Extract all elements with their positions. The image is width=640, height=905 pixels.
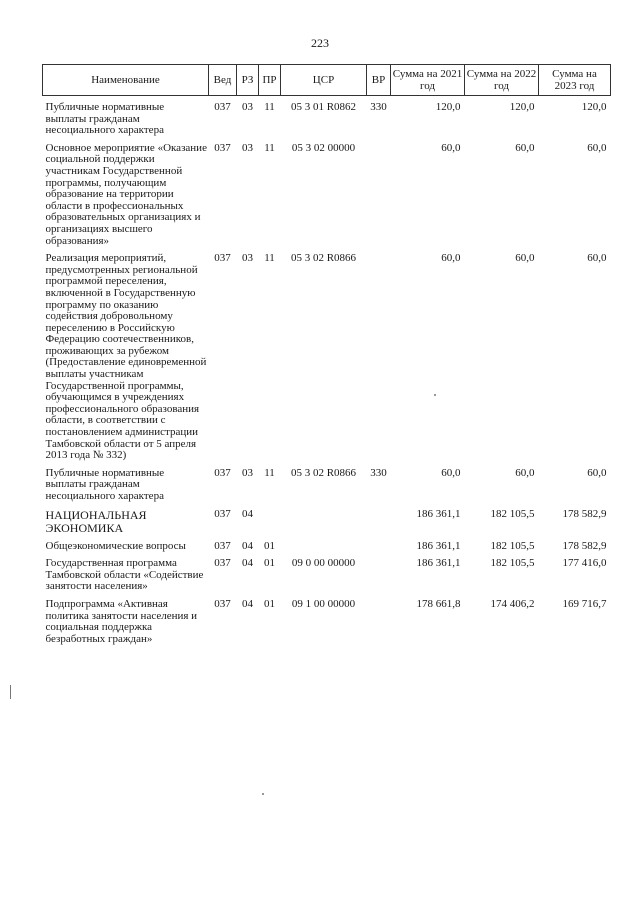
table-row (43, 599, 611, 651)
row-sum-2023: 178 582,9 (562, 507, 607, 520)
row-vr (367, 558, 391, 599)
header-pr: ПР (259, 65, 281, 96)
row-pr: 11 (264, 466, 275, 479)
table-row (43, 143, 611, 253)
row-sum-2023: 177 416,0 (562, 557, 607, 570)
row-pr: 11 (264, 101, 275, 113)
row-sum-2023: 60,0 (587, 141, 607, 154)
row-rz: 03 (242, 141, 253, 154)
row-sum-2021: 186 361,1 (416, 539, 461, 552)
row-sum-2022: 120,0 (509, 101, 535, 113)
row-ved: 037 (214, 252, 231, 265)
row-vr (367, 143, 391, 253)
row-sum-2023: 120,0 (581, 101, 607, 113)
row-ved: 037 (214, 597, 231, 610)
header-vr: ВР (367, 65, 391, 96)
row-ved: 037 (214, 101, 231, 113)
row-pr: 01 (264, 539, 275, 552)
row-vr (367, 509, 391, 541)
row-sum-2022: 182 105,5 (490, 539, 535, 552)
row-vr (367, 253, 391, 468)
table-header (43, 65, 611, 96)
row-sum-2023: 60,0 (587, 252, 607, 265)
scan-speck (262, 793, 264, 795)
row-csr (281, 509, 367, 541)
table-row (43, 541, 611, 559)
row-sum-2022: 60,0 (515, 252, 535, 265)
page-number: 223 (311, 36, 329, 50)
row-vr (367, 599, 391, 651)
row-vr: 330 (370, 466, 387, 479)
header-sum-2022: Сумма на 2022 год (465, 65, 539, 96)
row-sum-2021: 60,0 (441, 141, 461, 154)
row-rz: 04 (242, 539, 253, 552)
row-sum-2021: 60,0 (441, 466, 461, 479)
row-pr: 01 (264, 557, 275, 570)
row-ved: 037 (214, 539, 231, 552)
row-sum-2022: 174 406,2 (490, 597, 535, 610)
row-pr: 11 (264, 141, 275, 154)
row-vr (367, 541, 391, 559)
row-csr: 09 0 00 00000 (291, 557, 356, 570)
header-ved: Вед (209, 65, 237, 96)
row-csr: 05 3 02 R0866 (290, 466, 357, 479)
row-sum-2022: 60,0 (515, 466, 535, 479)
table-row (43, 468, 611, 509)
row-sum-2023: 169 716,7 (562, 597, 607, 610)
row-name: Подпрограмма «Активная политика занятости населения и социальная поддержка безработных граждан» (45, 597, 198, 645)
row-pr (259, 509, 281, 541)
row-ved: 037 (214, 507, 231, 520)
table-row-section (43, 509, 611, 541)
row-sum-2022: 182 105,5 (490, 557, 535, 570)
row-sum-2021: 60,0 (441, 252, 461, 265)
row-csr: 05 3 02 R0866 (290, 252, 357, 265)
row-name: Основное мероприятие «Оказание социальной поддержки участникам Государственной программы, получающим образование на территории области в профессиональных образовательных организациях и организациях высшего образования» (45, 141, 207, 247)
row-sum-2023: 178 582,9 (562, 539, 607, 552)
header-sum-2023: Сумма на 2023 год (539, 65, 611, 96)
row-rz: 04 (242, 557, 253, 570)
row-pr: 01 (264, 597, 275, 610)
row-csr: 05 3 01 R0862 (290, 101, 357, 113)
row-rz: 03 (242, 466, 253, 479)
row-sum-2023: 60,0 (587, 466, 607, 479)
table-body (43, 96, 611, 652)
row-pr: 11 (264, 252, 275, 265)
row-sum-2022: 182 105,5 (490, 507, 535, 520)
row-rz: 04 (242, 507, 253, 520)
header-sum-2021: Сумма на 2021 год (391, 65, 465, 96)
row-vr: 330 (370, 101, 387, 113)
header-csr: ЦСР (281, 65, 367, 96)
row-csr (281, 541, 367, 559)
header-name: Наименование (43, 65, 209, 96)
row-sum-2022: 60,0 (515, 141, 535, 154)
table-row (43, 96, 611, 143)
row-sum-2021: 178 661,8 (416, 597, 461, 610)
scan-speck (434, 394, 436, 396)
row-name: Общеэкономические вопросы (45, 539, 186, 552)
row-rz: 03 (242, 101, 253, 113)
row-rz: 03 (242, 252, 253, 265)
row-ved: 037 (214, 466, 231, 479)
row-sum-2021: 120,0 (435, 101, 461, 113)
header-rz: РЗ (237, 65, 259, 96)
row-name: Государственная программа Тамбовской области «Содействие занятости населения» (45, 557, 204, 593)
scan-speck (10, 685, 11, 699)
budget-table (42, 64, 611, 651)
table-row (43, 253, 611, 468)
table-row (43, 558, 611, 599)
row-csr: 05 3 02 00000 (291, 141, 356, 154)
row-rz: 04 (242, 597, 253, 610)
row-name: Публичные нормативные выплаты гражданам несоциального характера (45, 466, 165, 502)
row-sum-2021: 186 361,1 (416, 557, 461, 570)
row-sum-2021: 186 361,1 (416, 507, 461, 520)
row-name: Публичные нормативные выплаты гражданам несоциального характера (45, 101, 165, 137)
row-csr: 09 1 00 00000 (291, 597, 356, 610)
row-ved: 037 (214, 557, 231, 570)
row-ved: 037 (214, 141, 231, 154)
row-name: НАЦИОНАЛЬНАЯ ЭКОНОМИКА (45, 507, 147, 535)
row-name: Реализация мероприятий, предусмотренных региональной программой переселения, включенной в Государственную программу по оказанию содействия добровольному переселению в Российскую Федерацию соотечественников, проживающих за рубежом (Предоставление единовременной выплаты участникам Государственной программы, обучающимся в учреждениях профессионального образования области, в соответствии с постановлением администрации Тамбовской области от 5 апреля 2013 года № 332) (45, 252, 207, 462)
